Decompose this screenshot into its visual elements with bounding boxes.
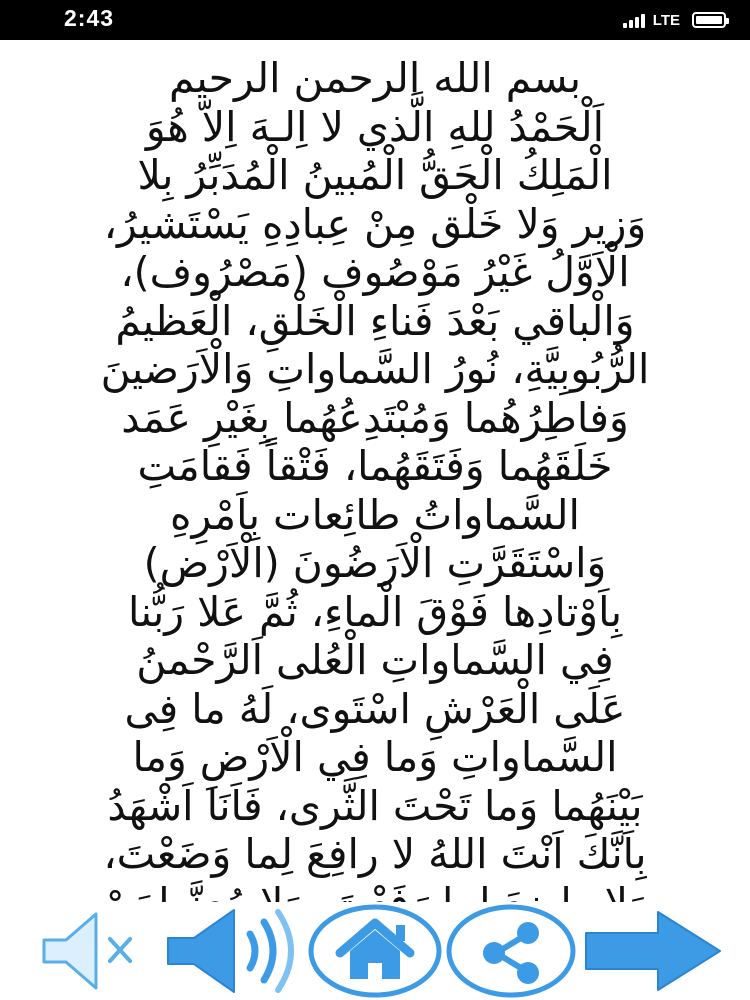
volume-button[interactable] bbox=[160, 902, 310, 1000]
mute-button[interactable] bbox=[38, 902, 150, 1000]
status-icons bbox=[623, 9, 726, 31]
speaker-volume-icon bbox=[160, 906, 310, 996]
battery-icon bbox=[692, 12, 726, 28]
signal-icon bbox=[623, 12, 647, 28]
share-button[interactable] bbox=[444, 902, 578, 1000]
home-icon bbox=[306, 903, 444, 999]
prayer-line: السَّماواتِ وَما فِي الْاَرْضِ وَما bbox=[132, 733, 618, 781]
prayer-line: بَيْنَهُما وَما تَحْتَ الثَّرى، فَاَنَا اَشْهَدُ bbox=[107, 781, 643, 830]
prayer-line: وَاسْتَقَرَّتِ الْاَرَضُونَ (الْاَرْض) bbox=[143, 539, 607, 587]
prayer-line: وَفاطِرُهُما وَمُبْتَدِعُهُما بِغَيْرِ عَمَد bbox=[121, 393, 629, 442]
network-label: LTE bbox=[652, 11, 680, 29]
prayer-line: وَزير وَلا خَلْق مِنْ عِبادِهِ يَسْتَشيرُ، bbox=[103, 199, 647, 248]
prayer-line: وَالْباقي بَعْدَ فَناءِ الْخَلْقِ، الْعَظيمُ bbox=[115, 296, 635, 345]
prayer-line: اَلْحَمْدُ للهِ الَّذي لا اِلـهَ اِلاّ هُوَ bbox=[145, 102, 605, 151]
prayer-line: فِي السَّماواتِ الْعُلى اَلرَّحْمنُ bbox=[136, 636, 614, 684]
prayer-line: خَلَقَهُما وَفَتَقَهُما، فَتْقاً فَقامَتِ bbox=[137, 442, 613, 490]
status-time: 2:43 bbox=[64, 5, 115, 31]
bottom-toolbar bbox=[0, 902, 750, 1000]
home-button[interactable] bbox=[306, 902, 444, 1000]
prayer-line: الْاَوَّلُ غَيْرُ مَوْصُوف (مَصْرُوف)، bbox=[120, 248, 630, 296]
prayer-line: عَلَى الْعَرْشِ اسْتَوى، لَهُ ما فِى bbox=[124, 684, 626, 733]
prayer-line: الرُّبُوبِيَّةِ، نُورُ السَّماواتِ وَالْاَرَضينَ bbox=[100, 345, 650, 393]
prayer-line: الْمَلِكُ الْحَقُّ الْمُبينُ الْمُدَبِّرُ بِلا bbox=[137, 151, 613, 199]
prayer-text bbox=[0, 40, 750, 927]
speaker-mute-icon bbox=[38, 906, 150, 996]
prayer-line: بِاَنَّكَ اَنْتَ اللهُ لا رافِعَ لِما وَضَعْتَ، bbox=[103, 830, 647, 878]
prayer-content[interactable] bbox=[0, 40, 750, 902]
prayer-line: بِاَوْتادِها فَوْقَ الْماءِ، ثُمَّ عَلا رَبُّنا bbox=[127, 587, 623, 636]
status-bar bbox=[0, 0, 750, 40]
next-button[interactable] bbox=[580, 902, 726, 1000]
prayer-line: بسم الله الرحمن الرحيم bbox=[168, 54, 582, 102]
prayer-line: السَّماواتُ طائِعات بِاَمْرِهِ bbox=[170, 490, 580, 539]
arrow-right-icon bbox=[580, 906, 726, 996]
share-icon bbox=[444, 903, 578, 999]
